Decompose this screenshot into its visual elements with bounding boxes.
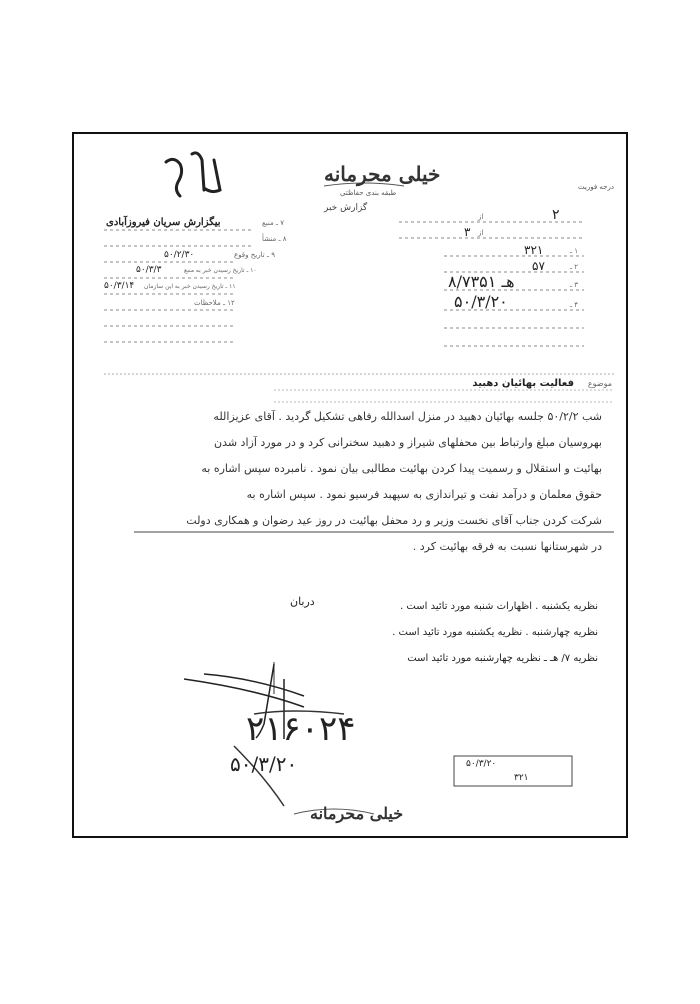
signature-mark: دربان: [290, 595, 315, 608]
handwritten-number: ۱۴: [174, 140, 177, 142]
left-field-value-10: ۵۰/۳/۳: [136, 265, 162, 275]
handwritten-number-bottom: ۲۱۶۰۲۴: [246, 709, 356, 749]
left-field-label-7: ۷ ـ منبع: [262, 219, 284, 227]
right-field-value-3: ۸/۷۳۵۱ هـ: [448, 272, 515, 291]
opinion-line: نظریه چهارشنبه . نظریه یکشنبه مورد تائید است .: [392, 627, 598, 638]
left-field-value-11: ۵۰/۳/۱۴: [104, 281, 135, 291]
right-field-label-2: ۲ ـ: [570, 263, 579, 271]
right-field-value-a: ۲: [552, 207, 560, 223]
right-field-label-b: از: [478, 229, 484, 237]
right-field-value-1: ۳۲۱: [524, 243, 544, 257]
left-field-label-12: ۱۲ ـ ملاحظات: [194, 299, 235, 307]
right-field-label-3: ۳ ـ: [570, 281, 579, 289]
body-line: بهروسیان مبلغ وارتباط بین محفلهای شیراز و دهبید سخنرانی کرد و در مورد آزاد شدن: [213, 436, 602, 449]
body-line: بهائیت و استقلال و رسمیت پیدا کردن بهائیت مطالبی بیان نمود . نامبرده سپس اشاره به: [201, 462, 602, 475]
footer-classification: خیلی محرمانه: [310, 804, 404, 823]
left-field-value-7: بیگزارش سریان فیروزآبادی: [106, 217, 221, 228]
body-line: در شهرستانها نسبت به فرقه بهائیت کرد .: [412, 540, 602, 553]
right-field-value-2: ۵۷: [532, 259, 545, 273]
left-field-value-9: ۵۰/۲/۳۰: [164, 250, 195, 260]
subject-text: فعالیت بهائیان دهبید: [472, 378, 574, 389]
report-type: گزارش خبر: [324, 203, 368, 213]
stamp-line: ۵۰/۳/۲۰: [466, 759, 497, 769]
right-field-value-b: ۳: [464, 225, 471, 239]
handwritten-number-mark: [166, 153, 220, 196]
right-field-label-1: ۱ ـ: [570, 247, 579, 255]
right-field-label-4: ۴ ـ: [570, 301, 579, 309]
body-line: حقوق معلمان و درآمد نفت و تیراندازی به سپهبد فرسیو نمود . سپس اشاره به: [246, 488, 602, 501]
sub-classification: طبقه بندی حفاظتی: [340, 189, 397, 197]
left-field-label-9: ۹ ـ تاریخ وقوع: [234, 251, 275, 259]
classification-header: خیلی محرمانه: [324, 162, 441, 186]
opinion-line: نظریه ۷/ هـ ـ نظریه چهارشنبه مورد تائید است: [407, 653, 598, 664]
right-field-label-a: از: [478, 213, 484, 221]
handwritten-date: ۵۰/۳/۲۰: [230, 752, 298, 776]
opinion-line: نظریه یکشنبه . اظهارات شنبه مورد تائید است .: [400, 601, 598, 612]
left-field-label-8: ۸ ـ منشأ: [262, 235, 287, 243]
subject-label: موضوع: [587, 379, 612, 388]
left-field-label-10: ۱۰ ـ تاریخ رسیدن خبر به منبع: [184, 267, 257, 274]
left-field-label-11: ۱۱ ـ تاریخ رسیدن خبر به این سازمان: [144, 283, 236, 290]
stamp-line: ۳۲۱: [514, 773, 529, 783]
body-line: شب ۵۰/۲/۲ جلسه بهائیان دهبید در منزل اسدالله رفاهی تشکیل گردید . آقای عزیزالله: [213, 410, 602, 423]
degree-label: درجه فوریت: [578, 183, 614, 191]
document-frame: [72, 132, 628, 838]
right-field-value-4: ۵۰/۳/۲۰: [454, 292, 508, 311]
body-line: شرکت کردن جناب آقای نخست وزیر و رد محفل بهائیت در روز عید رضوان و همکاری دولت: [186, 514, 602, 527]
